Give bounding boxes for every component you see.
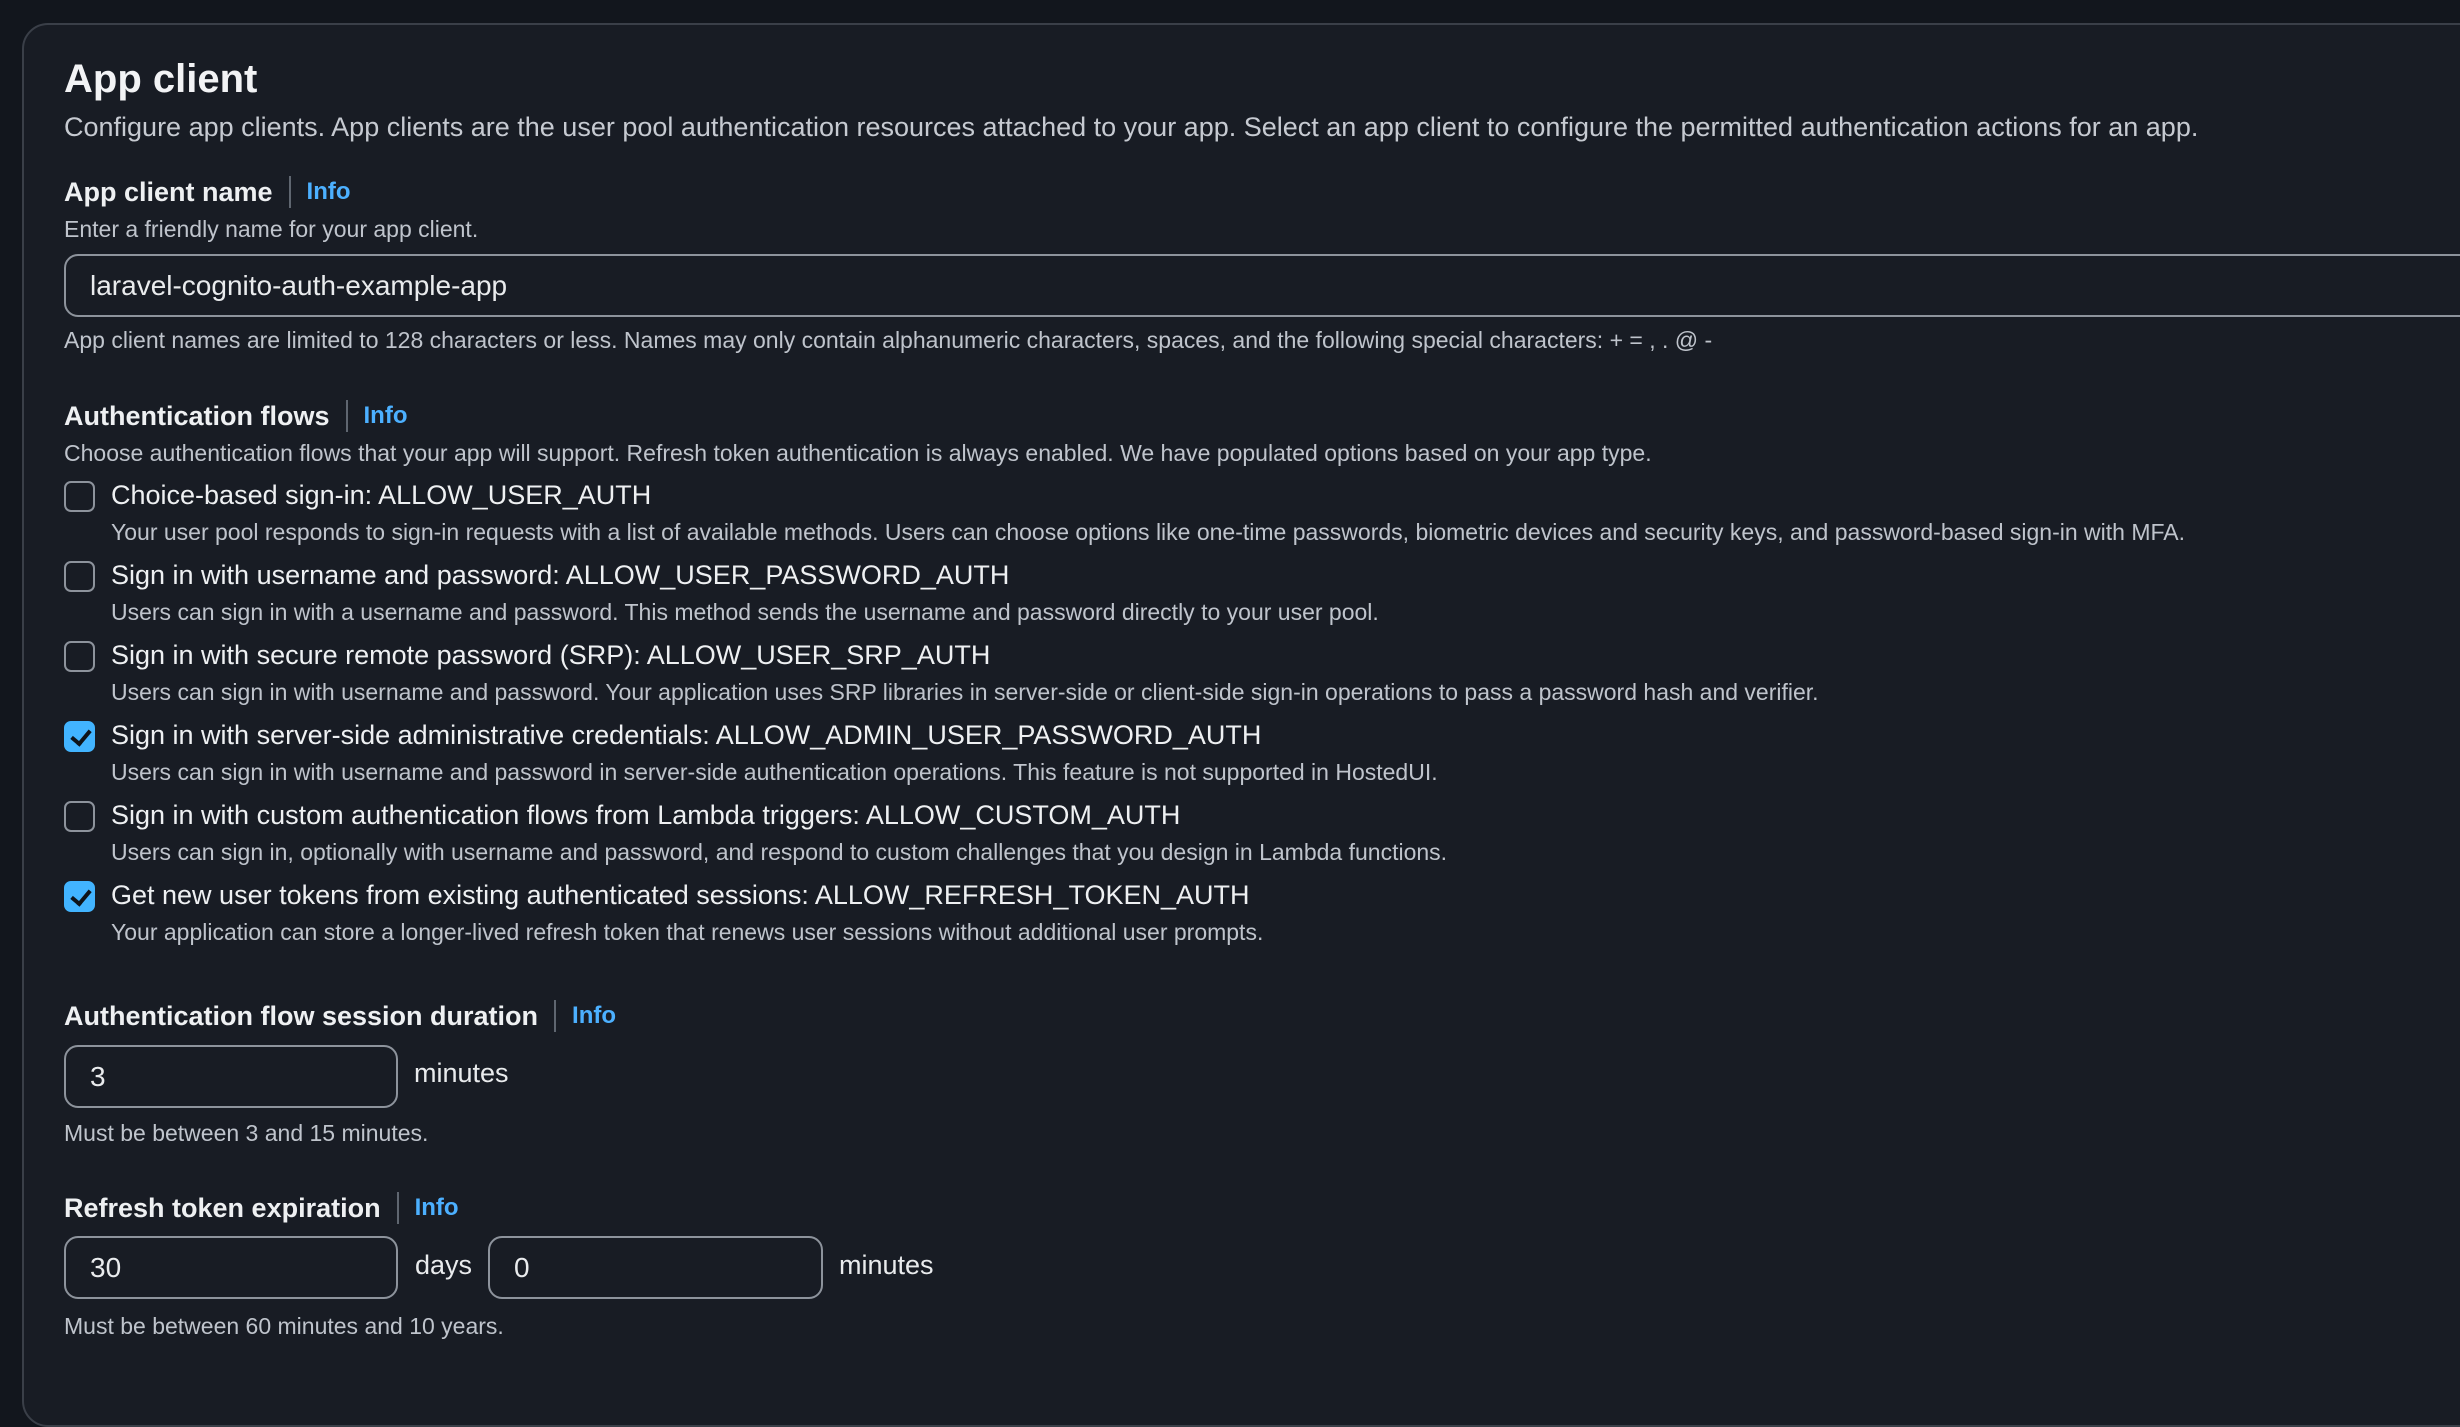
auth-flow-checkbox[interactable] <box>64 641 95 672</box>
divider <box>289 176 291 208</box>
refresh-token-minutes-unit: minutes <box>839 1250 934 1280</box>
auth-flows-description: Choose authentication flows that your app will support. Refresh token authentication is always enabled. We have populated options based on your app type. <box>64 440 1652 466</box>
auth-flow-description: Users can sign in, optionally with username and password, and respond to custom challenges that you design in Lambda functions. <box>111 839 1448 865</box>
divider <box>554 1000 556 1032</box>
auth-flows-label <box>64 400 407 432</box>
auth-flows-label-text: Authentication flows <box>64 400 330 431</box>
divider <box>346 400 348 432</box>
refresh-token-days-input[interactable]: 30 <box>64 1236 398 1299</box>
refresh-token-label-text: Refresh token expiration <box>64 1192 381 1223</box>
session-duration-input[interactable]: 3 <box>64 1045 398 1108</box>
session-duration-label <box>64 1000 616 1032</box>
auth-flow-label[interactable]: Choice-based sign-in: ALLOW_USER_AUTH <box>111 480 652 510</box>
auth-flow-checkbox[interactable] <box>64 881 95 912</box>
refresh-token-days-unit: days <box>415 1250 473 1280</box>
auth-flow-description: Users can sign in with a username and password. This method sends the username and password directly to your user pool. <box>111 599 1379 625</box>
app-client-name-label <box>64 176 351 208</box>
auth-flow-description: Users can sign in with username and password. Your application uses SRP libraries in server-side or client-side sign-in operations to pass a password hash and verifier. <box>111 679 1819 705</box>
auth-flow-checkbox[interactable] <box>64 561 95 592</box>
app-client-name-label-text: App client name <box>64 176 273 207</box>
refresh-token-label <box>64 1192 459 1224</box>
section-title: App client <box>64 57 258 101</box>
auth-flow-checkbox[interactable] <box>64 721 95 752</box>
session-duration-info-link[interactable]: Info <box>572 1002 617 1029</box>
auth-flow-description: Users can sign in with username and password in server-side authentication operations. This feature is not supported in HostedUI. <box>111 759 1438 785</box>
auth-flow-label[interactable]: Get new user tokens from existing authenticated sessions: ALLOW_REFRESH_TOKEN_AUTH <box>111 880 1250 910</box>
refresh-token-minutes-input[interactable]: 0 <box>488 1236 823 1299</box>
auth-flow-label[interactable]: Sign in with username and password: ALLOW_USER_PASSWORD_AUTH <box>111 560 1010 590</box>
section-description: Configure app clients. App clients are the user pool authentication resources attached to your app. Select an app client to configure the permitted authentication actions for an app. <box>64 112 2199 142</box>
session-duration-unit: minutes <box>414 1058 509 1088</box>
session-duration-constraint: Must be between 3 and 15 minutes. <box>64 1120 429 1146</box>
auth-flow-label[interactable]: Sign in with secure remote password (SRP): ALLOW_USER_SRP_AUTH <box>111 640 991 670</box>
auth-flow-checkbox[interactable] <box>64 801 95 832</box>
auth-flow-description: Your application can store a longer-lived refresh token that renews user sessions without additional user prompts. <box>111 919 1264 945</box>
auth-flow-description: Your user pool responds to sign-in requests with a list of available methods. Users can choose options like one-time passwords, biometric devices and security keys, and password-based sign-in with MFA. <box>111 519 2185 545</box>
refresh-token-constraint: Must be between 60 minutes and 10 years. <box>64 1313 504 1339</box>
divider <box>397 1192 399 1224</box>
auth-flows-info-link[interactable]: Info <box>363 402 408 429</box>
auth-flow-label[interactable]: Sign in with custom authentication flows from Lambda triggers: ALLOW_CUSTOM_AUTH <box>111 800 1181 830</box>
app-client-name-input[interactable]: laravel-cognito-auth-example-app <box>64 254 2460 317</box>
auth-flow-checkbox[interactable] <box>64 481 95 512</box>
refresh-token-info-link[interactable]: Info <box>414 1194 459 1221</box>
app-client-name-info-link[interactable]: Info <box>306 178 351 205</box>
session-duration-label-text: Authentication flow session duration <box>64 1000 539 1031</box>
app-client-name-constraint: App client names are limited to 128 characters or less. Names may only contain alphanumeric characters, spaces, and the following special characters: + = , . @ - <box>64 327 1713 353</box>
auth-flow-label[interactable]: Sign in with server-side administrative credentials: ALLOW_ADMIN_USER_PASSWORD_AUTH <box>111 720 1262 750</box>
app-client-name-helper: Enter a friendly name for your app client. <box>64 216 479 242</box>
